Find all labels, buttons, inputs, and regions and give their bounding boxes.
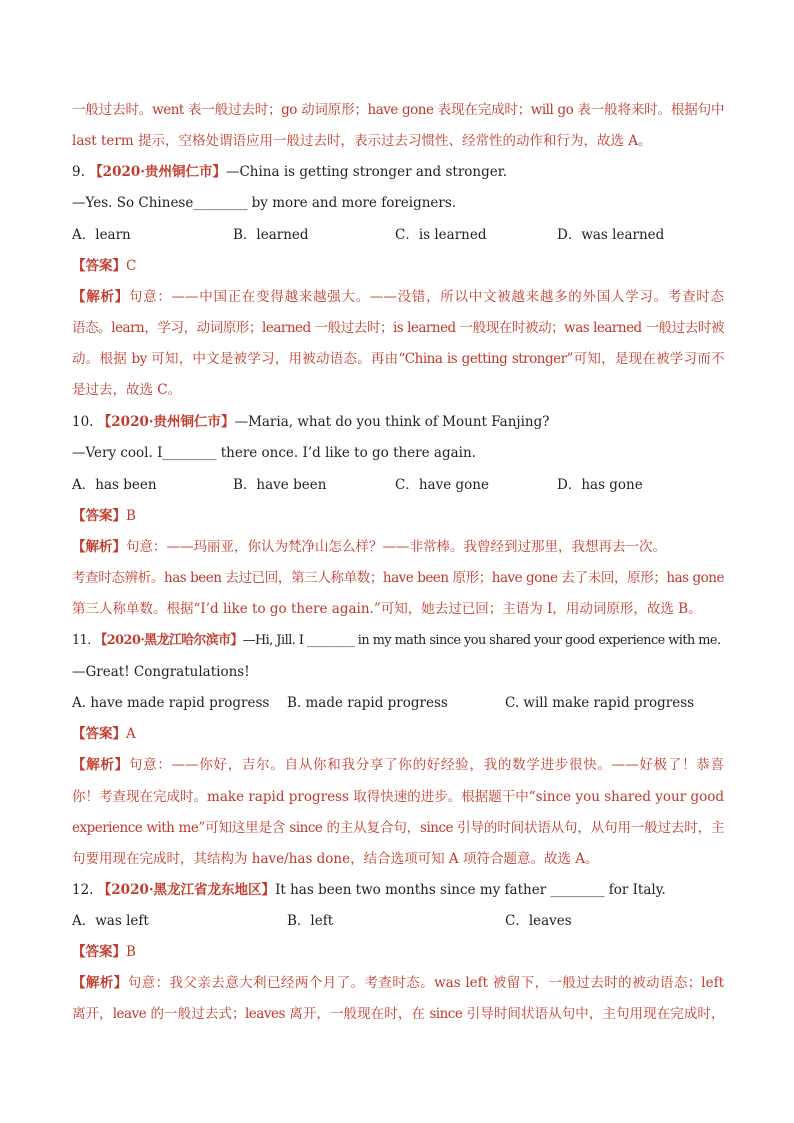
- question-12-options: [72, 911, 724, 931]
- question-10-line-2: —Very cool. I________ there once. I’d like to go there again.: [72, 445, 476, 461]
- question-9-analysis-3: 动。根据 by 可知，中文是被学习，用被动语态。再由“China is getting stronger”可知，是现在被学习而不: [72, 351, 724, 367]
- option-b: B．have been: [233, 477, 327, 493]
- question-11-line-2: —Great! Congratulations!: [72, 664, 250, 680]
- option-b: B. made rapid progress: [287, 695, 448, 711]
- question-10-stem: [72, 412, 724, 432]
- question-9-answer: [72, 256, 724, 276]
- option-c: C. will make rapid progress: [505, 695, 695, 711]
- question-11-analysis-3: experience with me”可知这里是含 since 的主从复合句，since 引导的时间状语从句，从句用一般过去时，主: [72, 820, 724, 836]
- option-b: B．learned: [233, 227, 309, 243]
- question-9-line-2: —Yes. So Chinese________ by more and more foreigners.: [72, 195, 457, 211]
- question-text: —Maria, what do you think of Mount Fanjing?: [234, 414, 550, 430]
- question-9-analysis-4: 是过去，故选 C。: [72, 382, 182, 398]
- source-tag: 【2020·黑龙江哈尔滨市】: [94, 633, 243, 648]
- answer-label: 【答案】: [72, 258, 126, 274]
- source-tag: 【2020·贵州铜仁市】: [97, 414, 235, 430]
- question-number: 9.: [72, 164, 85, 180]
- question-11-stem: [72, 631, 724, 651]
- analysis-label: 【解析】: [72, 757, 129, 773]
- option-c: C．is learned: [395, 227, 487, 243]
- question-number: 10.: [72, 414, 94, 430]
- question-11-answer: [72, 724, 724, 744]
- question-9-analysis-1: 【解析】句意：——中国正在变得越来越强大。——没错，所以中文被越来越多的外国人学习。考查时态: [72, 289, 725, 305]
- answer-value: A: [126, 726, 136, 742]
- question-11-options: [72, 693, 724, 713]
- answer-value: B: [126, 944, 136, 960]
- question-12-stem: [72, 880, 724, 900]
- answer-label: 【答案】: [72, 726, 126, 742]
- question-9-options: [72, 225, 724, 245]
- intro-line-1: 一般过去时。went 表一般过去时；go 动词原形；have gone 表现在完成时；will go 表一般将来时。根据句中: [72, 102, 724, 118]
- option-a: A．was left: [72, 913, 149, 929]
- option-d: D．has gone: [557, 477, 643, 493]
- answer-label: 【答案】: [72, 508, 126, 524]
- question-text: It has been two months since my father ________ for Italy.: [275, 882, 666, 898]
- question-12-analysis-1: 【解析】句意：我父亲去意大利已经两个月了。考查时态。was left 被留下，一般过去时的被动语态；left: [72, 975, 725, 991]
- source-tag: 【2020·黑龙江省龙东地区】: [97, 882, 276, 898]
- question-11-analysis-2: 你！考查现在完成时。make rapid progress 取得快速的进步。根据题干中“since you shared your good: [72, 789, 724, 805]
- question-text: —Hi, Jill. I ________ in my math since you shared your good experience with me.: [242, 633, 721, 648]
- answer-value: B: [126, 508, 136, 524]
- option-d: D．was learned: [557, 227, 665, 243]
- analysis-label: 【解析】: [72, 975, 128, 991]
- question-text: —China is getting stronger and stronger.: [225, 164, 508, 180]
- option-a: A．learn: [72, 227, 131, 243]
- question-10-answer: [72, 506, 724, 526]
- answer-value: C: [126, 258, 137, 274]
- question-11-analysis-4: 句要用现在完成时，其结构为 have/has done，结合选项可知 A 项符合题意。故选 A。: [72, 851, 599, 867]
- question-10-analysis-2: 考查时态辨析。has been 去过已回，第三人称单数；have been 原形；have gone 去了未回，原形；has gone: [72, 570, 724, 586]
- question-number: 12.: [72, 882, 94, 898]
- analysis-label: 【解析】: [72, 539, 126, 555]
- question-12-answer: [72, 942, 724, 962]
- question-9-stem: [72, 162, 724, 182]
- question-12-analysis-2: 离开，leave 的一般过去式；leaves 离开，一般现在时，在 since 引导时间状语从句中，主句用现在完成时，: [72, 1006, 724, 1022]
- analysis-label: 【解析】: [72, 289, 129, 305]
- option-c: C．leaves: [505, 913, 572, 929]
- option-b: B．left: [287, 913, 334, 929]
- option-c: C．have gone: [395, 477, 489, 493]
- source-tag: 【2020·贵州铜仁市】: [89, 164, 226, 180]
- question-10-options: [72, 475, 724, 495]
- question-9-analysis-2: 语态。learn，学习，动词原形；learned 一般过去时；is learned 一般现在时被动；was learned 一般过去时被: [72, 320, 724, 336]
- option-a: A．has been: [72, 477, 157, 493]
- answer-label: 【答案】: [72, 944, 126, 960]
- question-11-analysis-1: 【解析】句意：——你好，吉尔。自从你和我分享了你的好经验，我的数学进步很快。——好极了！恭喜: [72, 757, 725, 773]
- option-a: A. have made rapid progress: [72, 695, 270, 711]
- question-10-analysis-3: 第三人称单数。根据“I’d like to go there again.”可知，她去过已回；主语为 I，用动词原形，故选 B。: [72, 601, 702, 617]
- intro-line-2: last term 提示，空格处谓语应用一般过去时，表示过去习惯性、经常性的动作和行为，故选 A。: [72, 133, 652, 149]
- question-10-analysis-1: 【解析】句意：——玛丽亚，你认为梵净山怎么样？——非常棒。我曾经到过那里，我想再去一次。: [72, 539, 666, 555]
- question-number: 11.: [72, 633, 91, 648]
